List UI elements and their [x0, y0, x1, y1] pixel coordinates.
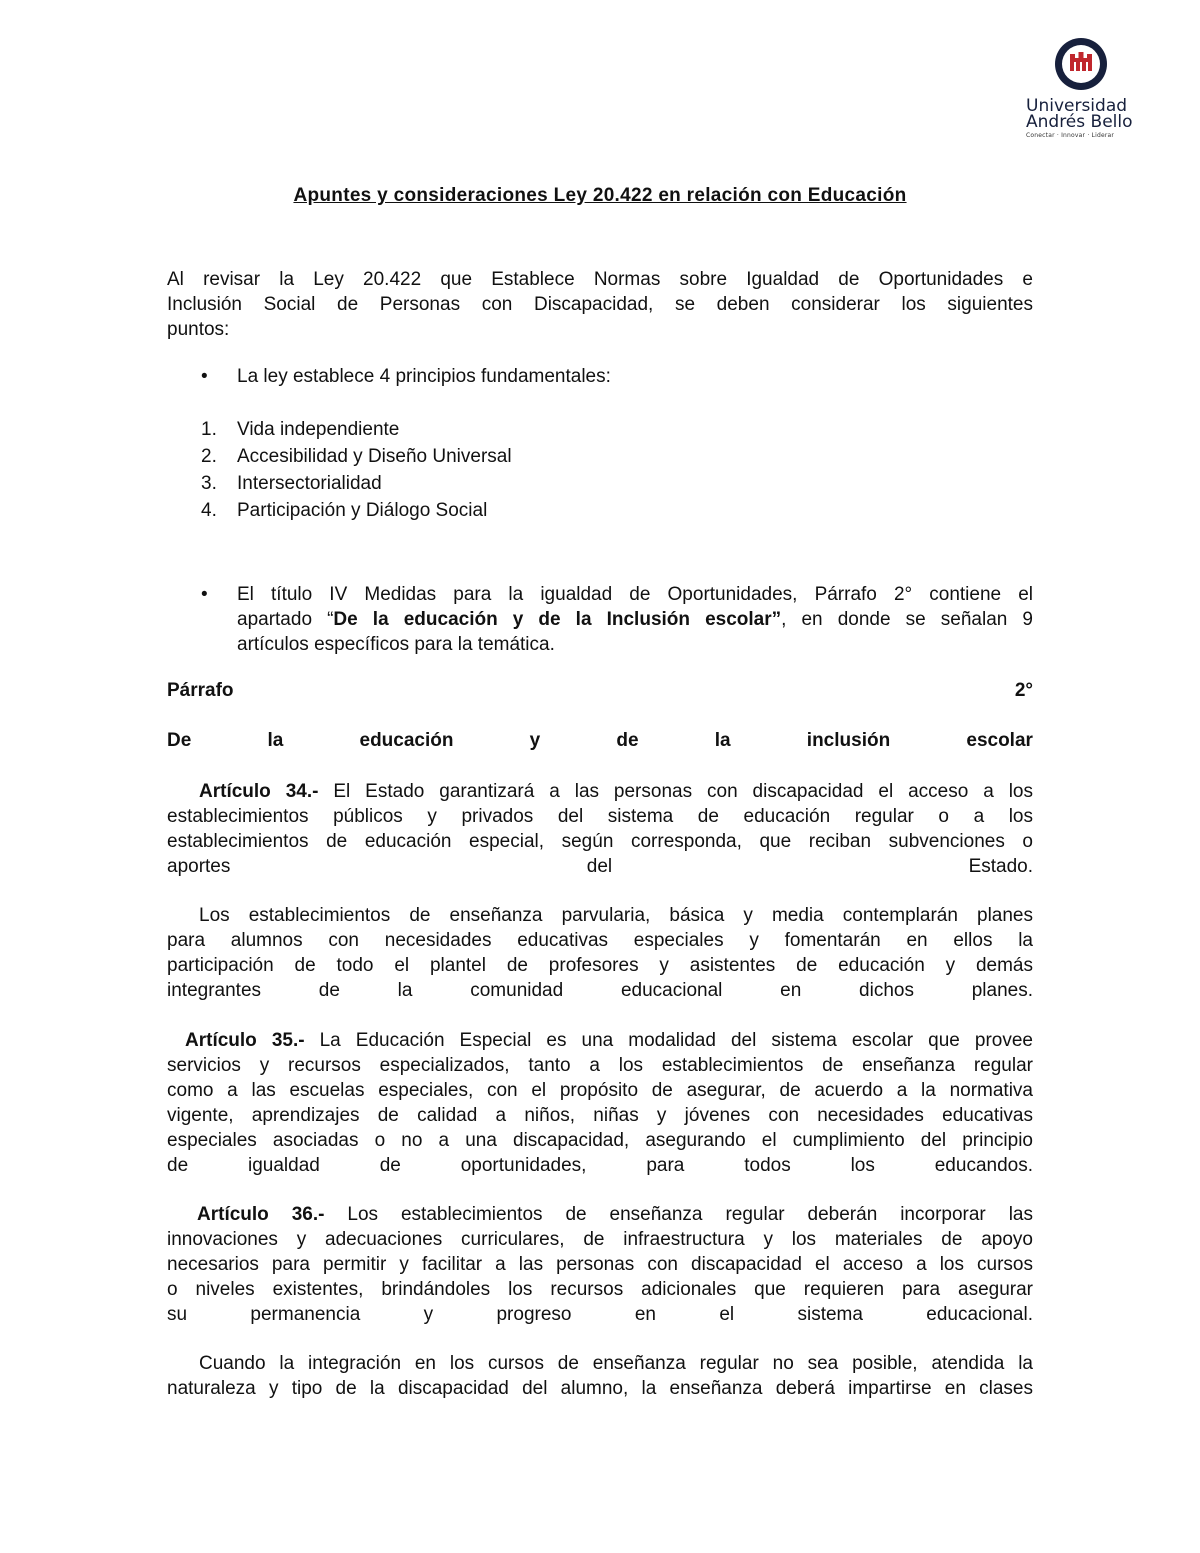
article-line: participación de todo el plantel de profesores y asistentes de educación y demás [167, 955, 1033, 976]
bullet-item [167, 364, 1033, 389]
article-line: establecimientos de educación especial, según corresponda, que reciban subvenciones o [167, 831, 1033, 852]
heading-word: inclusión [806, 730, 891, 751]
bullet-icon: • [201, 584, 208, 605]
item-text: Intersectorialidad [237, 473, 382, 494]
heading-word: la [714, 730, 731, 751]
article-line: Cuando la integración en los cursos de enseñanza regular no sea posible, atendida la [199, 1353, 1033, 1374]
article-text: El Estado garantizará a las personas con discapacidad el acceso a los [318, 781, 1033, 802]
article-line [167, 1202, 1033, 1227]
bullet-icon: • [201, 366, 208, 387]
logo-line-2: Andrés Bello [1026, 112, 1133, 132]
article-label: Artículo 35.- [185, 1030, 305, 1051]
university-logo [1026, 36, 1146, 146]
bullet-line [237, 607, 1033, 632]
intro-line: puntos: [167, 319, 230, 340]
article-line: integrantes de la comunidad educacional en dichos planes. [167, 980, 1033, 1001]
article-line: establecimientos públicos y privados del sistema de educación regular o a los [167, 806, 1033, 827]
parrafo-label: Párrafo [167, 680, 234, 701]
article-35 [167, 1028, 1033, 1178]
article-line [167, 1028, 1033, 1053]
article-line: servicios y recursos especializados, tanto a los establecimientos de enseñanza regular [167, 1055, 1033, 1076]
article-36 [167, 1202, 1033, 1327]
numbered-item [167, 417, 1033, 442]
item-number: 1. [201, 419, 217, 440]
section-heading [167, 728, 1033, 753]
article-line: de igualdad de oportunidades, para todos los educandos. [167, 1155, 1033, 1176]
heading-word: y [529, 730, 541, 751]
bullet-line: artículos específicos para la temática. [237, 634, 555, 655]
bullet-item [167, 582, 1033, 662]
numbered-item [167, 444, 1033, 469]
item-number: 2. [201, 446, 217, 467]
article-34 [167, 779, 1033, 879]
article-line: aportes del Estado. [167, 856, 1033, 877]
article-line: innovaciones y adecuaciones curriculares, de infraestructura y los materiales de apoyo [167, 1229, 1033, 1250]
heading-word: De [167, 730, 192, 751]
item-number: 3. [201, 473, 217, 494]
article-line: como a las escuelas especiales, con el propósito de asegurar, de acuerdo a la normativa [167, 1080, 1033, 1101]
bullet-text-segment: apartado “ [237, 609, 334, 630]
logo-line-1: Universidad [1026, 96, 1128, 116]
article-line: su permanencia y progreso en el sistema educacional. [167, 1304, 1033, 1325]
bullet-line: El título IV Medidas para la igualdad de Oportunidades, Párrafo 2° contiene el [237, 584, 1033, 605]
item-text: Vida independiente [237, 419, 400, 440]
article-line: naturaleza y tipo de la discapacidad del alumno, la enseñanza deberá impartirse en clases [167, 1378, 1033, 1399]
article-line: o niveles existentes, brindándoles los recursos adicionales que requieren para asegurar [167, 1279, 1033, 1300]
item-text: Participación y Diálogo Social [237, 500, 488, 521]
article-label: Artículo 34.- [199, 781, 319, 802]
article-line [167, 779, 1033, 804]
intro-paragraph [167, 267, 1033, 342]
heading-word: educación [359, 730, 454, 751]
article-34-paragraph-2 [167, 903, 1033, 1003]
intro-line: Inclusión Social de Personas con Discapacidad, se deben considerar los siguientes [167, 294, 1033, 315]
article-line: para alumnos con necesidades educativas especiales y fomentarán en ellos la [167, 930, 1033, 951]
article-line: vigente, aprendizajes de calidad a niños, niñas y jóvenes con necesidades educativas [167, 1105, 1033, 1126]
heading-word: de [616, 730, 639, 751]
article-text: Los establecimientos de enseñanza regular deberán incorporar las [324, 1204, 1033, 1225]
numbered-item [167, 498, 1033, 523]
item-text: Accesibilidad y Diseño Universal [237, 446, 512, 467]
article-text: La Educación Especial es una modalidad del sistema escolar que provee [304, 1030, 1033, 1051]
bullet-text [237, 582, 1033, 657]
item-number: 4. [201, 500, 217, 521]
bullet-text-segment: , en donde se señalan 9 [781, 609, 1033, 630]
university-seal-icon [1026, 36, 1146, 96]
heading-word: escolar [966, 730, 1033, 751]
article-line: Los establecimientos de enseñanza parvularia, básica y media contemplarán planes [199, 905, 1033, 926]
article-line: necesarios para permitir y facilitar a las personas con discapacidad el acceso a los cursos [167, 1254, 1033, 1275]
heading-word: la [267, 730, 284, 751]
intro-line: Al revisar la Ley 20.422 que Establece Normas sobre Igualdad de Oportunidades e [167, 269, 1033, 290]
numbered-item [167, 471, 1033, 496]
parrafo-number: 2° [1014, 680, 1033, 701]
parrafo-heading [167, 678, 1033, 703]
article-label: Artículo 36.- [197, 1204, 325, 1225]
bullet-bold-segment: De la educación y de la Inclusión escolar” [333, 609, 782, 630]
article-36-paragraph-2 [167, 1351, 1033, 1401]
document-title: Apuntes y consideraciones Ley 20.422 en relación con Educación [293, 185, 907, 206]
bullet-text: La ley establece 4 principios fundamentales: [237, 366, 611, 387]
logo-tagline: Conectar · Innovar · Liderar [1026, 132, 1115, 139]
article-line: especiales asociadas o no a una discapacidad, asegurando el cumplimiento del principio [167, 1130, 1033, 1151]
